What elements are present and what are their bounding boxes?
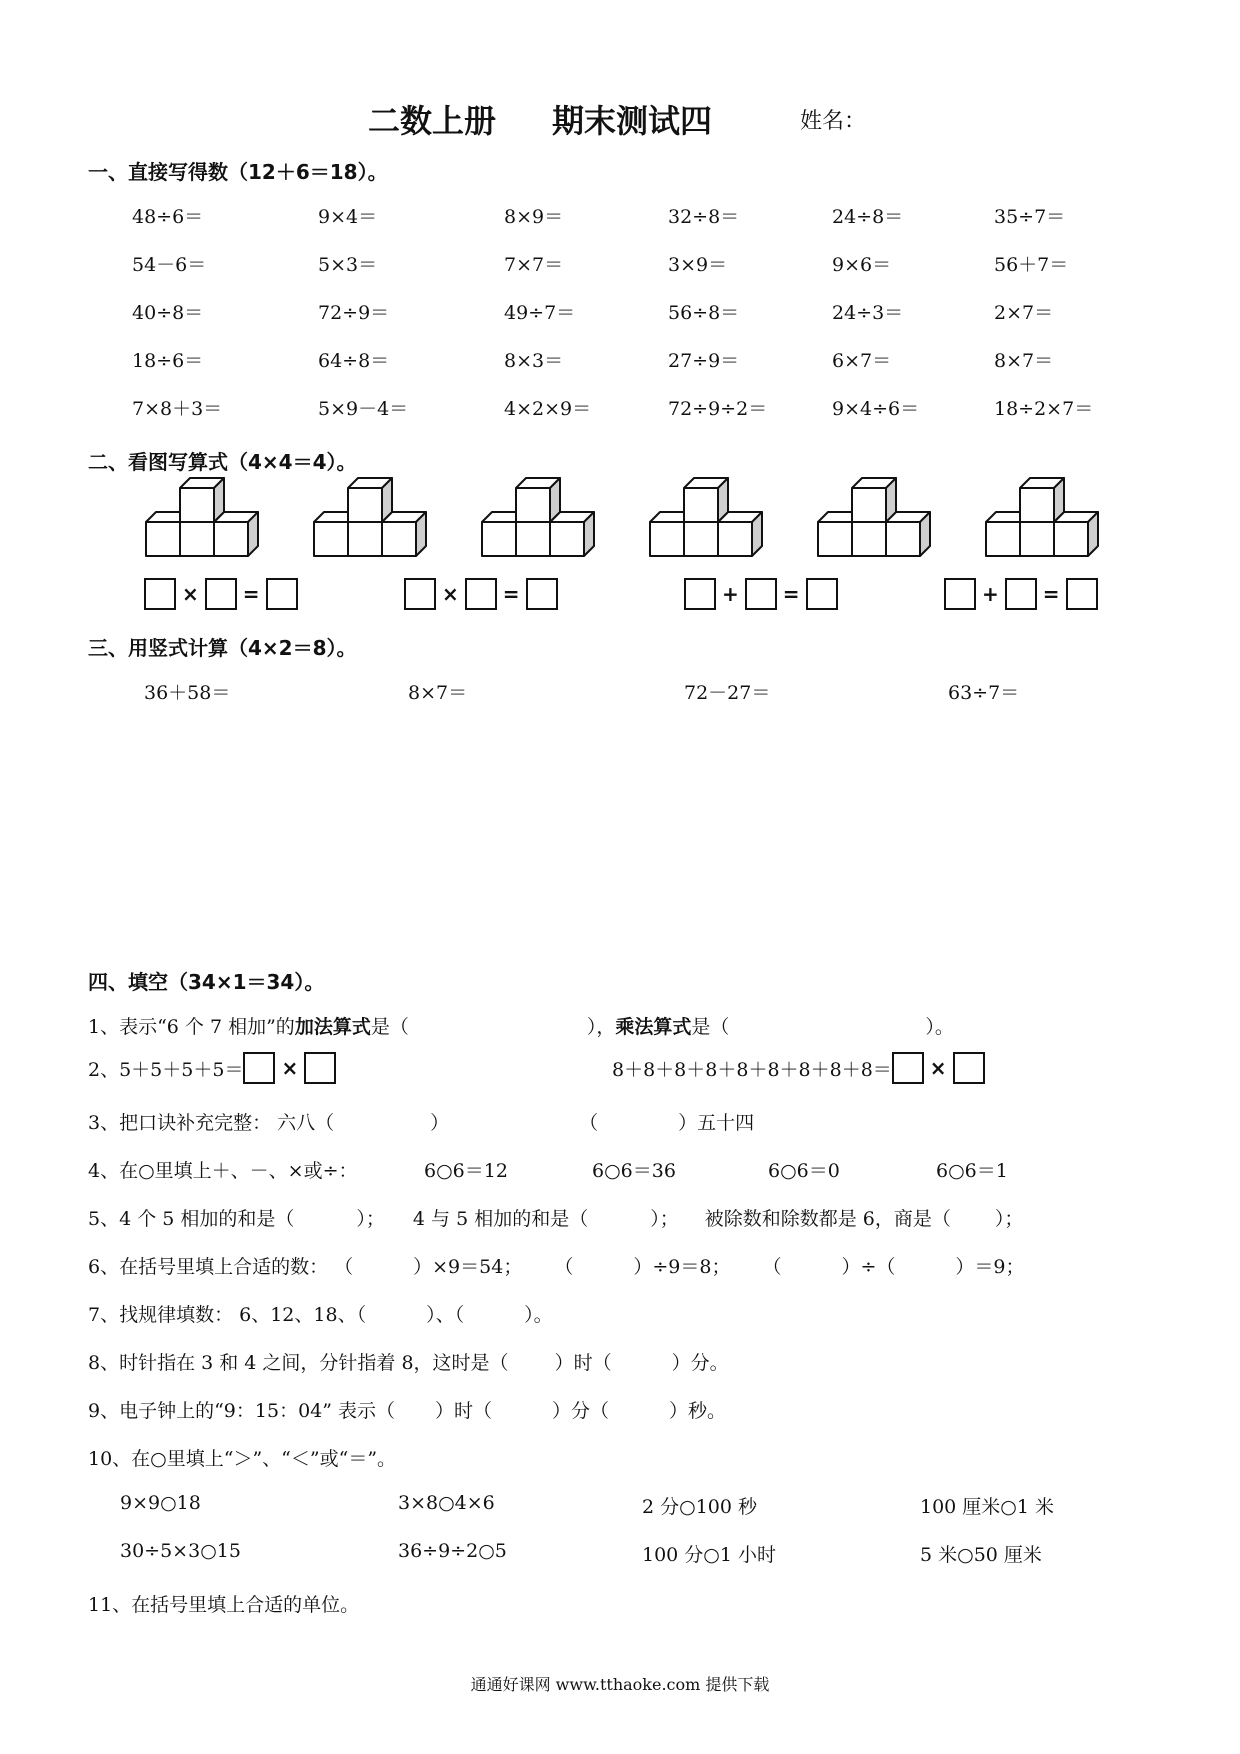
q9-minute: ）分（ — [552, 1400, 610, 1422]
cube-face — [382, 522, 416, 556]
answer-box[interactable] — [684, 578, 716, 610]
mental-math-item: 9×4÷6＝ — [832, 398, 920, 420]
q3-paren-open-2: （ — [579, 1112, 599, 1134]
question-10: 10、在○里填上“＞”、“＜”或“＝”。 — [88, 1448, 397, 1470]
answer-box[interactable] — [205, 578, 237, 610]
mental-math-item: 49÷7＝ — [504, 302, 576, 324]
footer-note: 通通好课网 www.tthaoke.com 提供下载 — [470, 1675, 770, 1694]
q7-text: 7、找规律填数： 6、12、18、（ — [88, 1304, 367, 1326]
q6-eq-3: ）＝9； — [955, 1256, 1025, 1278]
picture-equation-2 — [404, 578, 558, 610]
cube-figure — [480, 476, 600, 560]
q5-close-1: ）； — [356, 1208, 385, 1230]
cube-face — [684, 488, 718, 522]
answer-box[interactable] — [144, 578, 176, 610]
q8-hour: ）时（ — [554, 1352, 612, 1374]
mental-math-item: 7×7＝ — [504, 254, 564, 276]
answer-box[interactable] — [944, 578, 976, 610]
mental-math-item: 9×6＝ — [832, 254, 892, 276]
question-11: 11、在括号里填上合适的单位。 — [88, 1594, 360, 1616]
mental-math-item: 18÷6＝ — [132, 350, 204, 372]
mental-math-item: 32÷8＝ — [668, 206, 740, 228]
section-1-heading: 一、直接写得数（12＋6＝18）。 — [88, 160, 388, 184]
q6-divide: ）÷（ — [841, 1256, 896, 1278]
subject-title: 二数上册 — [368, 102, 497, 140]
q10-item[interactable]: 100 分○1 小时 — [642, 1544, 777, 1566]
answer-box[interactable] — [404, 578, 436, 610]
q4-item[interactable]: 6○6＝12 — [424, 1160, 508, 1182]
operator: × — [182, 582, 199, 606]
q8-text: 8、时针指在 3 和 4 之间，分针指着 8，这时是（ — [88, 1352, 509, 1374]
q10-item[interactable]: 100 厘米○1 米 — [920, 1496, 1055, 1518]
cube-face — [180, 488, 214, 522]
q7-end: ）。 — [524, 1304, 553, 1326]
q1-bold-addition: 加法算式 — [294, 1016, 371, 1038]
question-4: 4、在○里填上＋、－、×或÷： — [88, 1160, 358, 1182]
cube-face — [516, 488, 550, 522]
mental-math-item: 7×8＋3＝ — [132, 398, 223, 420]
cube-figure — [984, 476, 1104, 560]
q10-item[interactable]: 9×9○18 — [120, 1492, 201, 1514]
equals-sign: = — [782, 582, 800, 606]
times-sign: × — [929, 1056, 947, 1080]
q1-bold-multiplication: 乘法算式 — [615, 1016, 692, 1038]
q6-eq-1: ）×9＝54； — [413, 1256, 523, 1278]
mental-math-item: 27÷9＝ — [668, 350, 740, 372]
section-3-heading: 三、用竖式计算（4×2＝8）。 — [88, 636, 357, 660]
section-4-heading: 四、填空（34×1＝34）。 — [88, 970, 325, 994]
name-label: 姓名： — [800, 109, 867, 134]
picture-equation-3 — [684, 578, 838, 610]
answer-box[interactable] — [243, 1052, 275, 1084]
cube-face — [886, 522, 920, 556]
mental-math-item: 5×3＝ — [318, 254, 378, 276]
q6-eq-2: ）÷9＝8； — [633, 1256, 731, 1278]
cube-face — [718, 522, 752, 556]
cube-face — [180, 522, 214, 556]
cube-face — [482, 522, 516, 556]
answer-box[interactable] — [465, 578, 497, 610]
mental-math-item: 64÷8＝ — [318, 350, 390, 372]
mental-math-item: 18÷2×7＝ — [994, 398, 1094, 420]
mental-math-item: 24÷3＝ — [832, 302, 904, 324]
mental-math-item: 2×7＝ — [994, 302, 1054, 324]
answer-box[interactable] — [304, 1052, 336, 1084]
q7-sep: ）、（ — [426, 1304, 465, 1326]
cube-face — [1054, 522, 1088, 556]
answer-box[interactable] — [953, 1052, 985, 1084]
q6-open-2: （ — [554, 1256, 574, 1278]
cube-figure — [648, 476, 768, 560]
mental-math-item: 6×7＝ — [832, 350, 892, 372]
mental-math-item: 40÷8＝ — [132, 302, 204, 324]
mental-math-item: 24÷8＝ — [832, 206, 904, 228]
q2-left-expression: 2、5＋5＋5＋5＝ — [88, 1058, 244, 1081]
cube-face — [1020, 488, 1054, 522]
question-5 — [88, 1204, 1023, 1231]
q4-item[interactable]: 6○6＝1 — [936, 1160, 1008, 1182]
q1-paren-open: 是（ — [370, 1016, 409, 1038]
cube-face — [852, 488, 886, 522]
q1-text: 1、表示“6 个 7 相加”的 — [88, 1016, 295, 1038]
question-9 — [88, 1396, 726, 1423]
question-6 — [88, 1252, 1024, 1279]
mental-math-item: 8×9＝ — [504, 206, 564, 228]
question-1 — [88, 1012, 954, 1039]
cube-face — [818, 522, 852, 556]
q5-text-1: 5、4 个 5 相加的和是（ — [88, 1208, 295, 1230]
answer-box[interactable] — [526, 578, 558, 610]
mental-math-item: 72÷9÷2＝ — [668, 398, 768, 420]
cube-face — [986, 522, 1020, 556]
q9-text: 9、电子钟上的“9：15：04” 表示（ — [88, 1400, 395, 1422]
vertical-calc-item: 8×7＝ — [408, 682, 468, 704]
q6-text: 6、在括号里填上合适的数： （ — [88, 1256, 354, 1278]
mental-math-item: 56÷8＝ — [668, 302, 740, 324]
q3-text: 3、把口诀补充完整： 六八（ — [88, 1112, 335, 1134]
q3-rhyme-end: ）五十四 — [678, 1112, 755, 1134]
operator: × — [442, 582, 459, 606]
q6-open-3: （ — [762, 1256, 782, 1278]
section-2-heading: 二、看图写算式（4×4＝4）。 — [88, 450, 357, 474]
answer-box[interactable] — [745, 578, 777, 610]
times-sign: × — [281, 1056, 299, 1080]
mental-math-item: 72÷9＝ — [318, 302, 390, 324]
cube-face — [1020, 522, 1054, 556]
mental-math-item: 56＋7＝ — [994, 254, 1069, 276]
q10-item[interactable]: 3×8○4×6 — [398, 1492, 495, 1514]
question-3 — [88, 1108, 754, 1135]
picture-equation-1 — [144, 578, 298, 610]
answer-box[interactable] — [1005, 578, 1037, 610]
equals-sign: = — [1042, 582, 1060, 606]
q5-close-3: ）； — [994, 1208, 1024, 1230]
mental-math-item: 4×2×9＝ — [504, 398, 592, 420]
cube-face — [348, 522, 382, 556]
q10-item[interactable]: 30÷5×3○15 — [120, 1540, 241, 1562]
q10-item[interactable]: 36÷9÷2○5 — [398, 1540, 507, 1562]
q5-text-2: 4 与 5 相加的和是（ — [412, 1208, 589, 1230]
q9-hour: ）时（ — [435, 1400, 493, 1422]
q10-item[interactable]: 2 分○100 秒 — [642, 1496, 758, 1518]
answer-box[interactable] — [806, 578, 838, 610]
cube-face — [684, 522, 718, 556]
q1-paren-close: ）， — [586, 1016, 616, 1038]
q5-close-2: ）； — [650, 1208, 679, 1230]
operator: + — [982, 582, 999, 606]
cube-figure — [144, 476, 264, 560]
question-2-right — [612, 1052, 985, 1084]
q4-item[interactable]: 6○6＝0 — [768, 1160, 840, 1182]
q3-paren-close: ） — [430, 1112, 450, 1134]
vertical-calc-item: 63÷7＝ — [948, 682, 1020, 704]
mental-math-item: 9×4＝ — [318, 206, 378, 228]
cube-face — [348, 488, 382, 522]
cube-face — [146, 522, 180, 556]
q1-paren-close-2: ）。 — [925, 1016, 954, 1038]
mental-math-item: 54－6＝ — [132, 254, 207, 276]
vertical-calc-item: 36＋58＝ — [144, 682, 231, 704]
q1-paren-open-2: 是（ — [691, 1016, 730, 1038]
q8-minute: ）分。 — [671, 1352, 729, 1374]
exam-title: 期末测试四 — [552, 102, 713, 140]
q9-second: ）秒。 — [669, 1400, 727, 1422]
q5-text-3: 被除数和除数都是 6，商是（ — [704, 1208, 951, 1230]
picture-equation-4 — [944, 578, 1098, 610]
cube-figure — [312, 476, 432, 560]
operator: + — [722, 582, 739, 606]
cube-face — [314, 522, 348, 556]
q2-right-expression: 8＋8＋8＋8＋8＋8＋8＋8＋8＝ — [612, 1058, 892, 1081]
question-7 — [88, 1300, 553, 1327]
mental-math-item: 8×7＝ — [994, 350, 1054, 372]
cube-figure — [816, 476, 936, 560]
answer-box[interactable] — [266, 578, 298, 610]
question-2-left — [88, 1052, 336, 1084]
question-8 — [88, 1348, 729, 1375]
cube-face — [550, 522, 584, 556]
cube-face — [650, 522, 684, 556]
cube-face — [516, 522, 550, 556]
mental-math-item: 5×9－4＝ — [318, 398, 409, 420]
equals-sign: = — [502, 582, 520, 606]
cube-face — [214, 522, 248, 556]
answer-box[interactable] — [1066, 578, 1098, 610]
mental-math-item: 48÷6＝ — [132, 206, 204, 228]
mental-math-item: 3×9＝ — [668, 254, 728, 276]
page-title — [0, 96, 1240, 140]
equals-sign: = — [242, 582, 260, 606]
q10-item[interactable]: 5 米○50 厘米 — [920, 1544, 1042, 1566]
mental-math-item: 35÷7＝ — [994, 206, 1066, 228]
mental-math-item: 8×3＝ — [504, 350, 564, 372]
answer-box[interactable] — [892, 1052, 924, 1084]
cube-face — [852, 522, 886, 556]
q4-item[interactable]: 6○6＝36 — [592, 1160, 676, 1182]
vertical-calc-item: 72－27＝ — [684, 682, 771, 704]
